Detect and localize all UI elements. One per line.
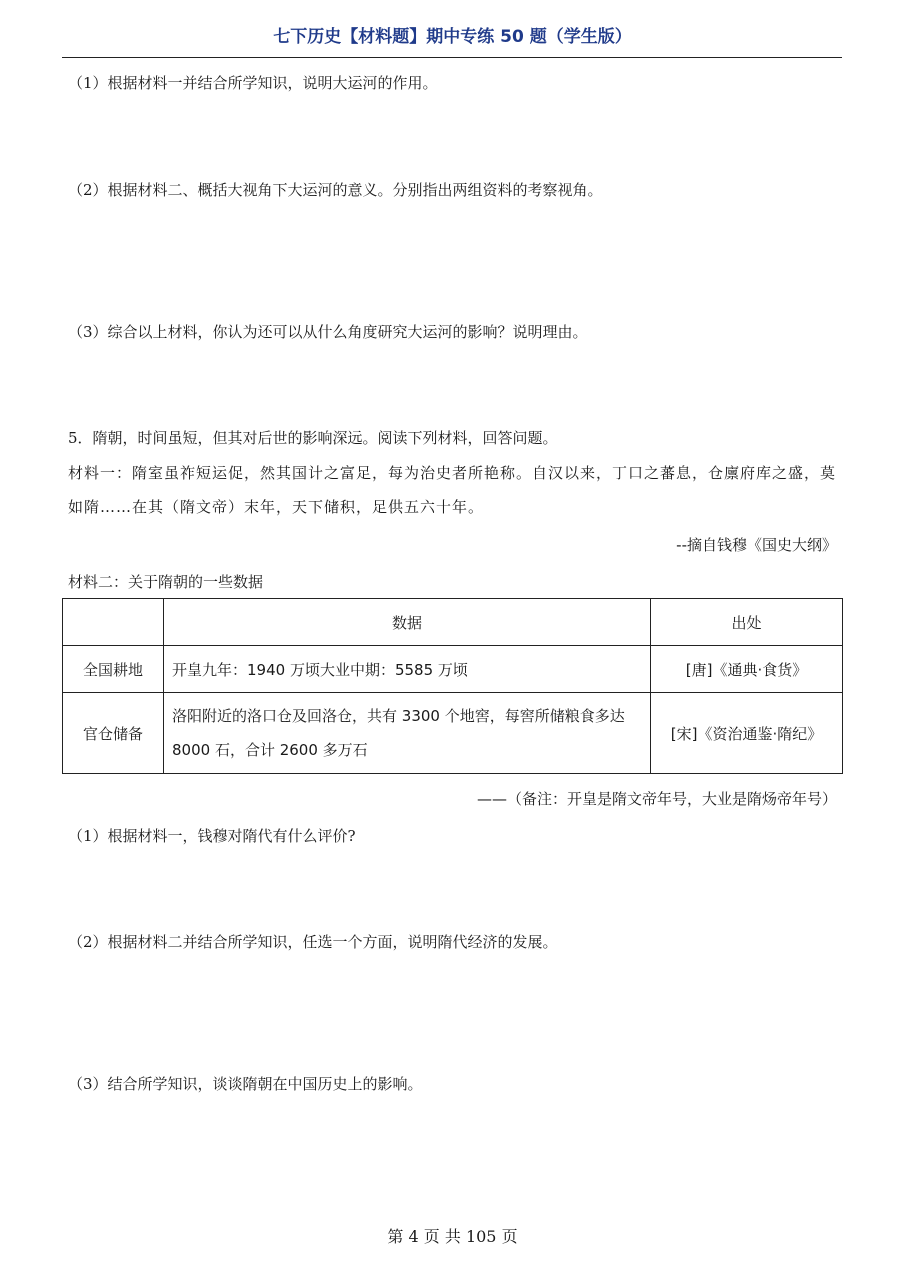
page-number-footer: 第 4 页 共 105 页	[387, 1227, 518, 1246]
table-header-cell	[63, 599, 164, 646]
table-cell-source: [宋]《资治通鉴·隋纪》	[651, 693, 843, 774]
q5-question-1: （1）根据材料一，钱穆对隋代有什么评价?	[68, 827, 356, 845]
table-cell-category: 全国耕地	[63, 646, 164, 693]
table-header-cell: 出处	[651, 599, 843, 646]
prev-question-3: （3）综合以上材料，你认为还可以从什么角度研究大运河的影响？说明理由。	[68, 323, 588, 341]
material-one-text: 材料一：隋室虽祚短运促，然其国计之富足，每为治史者所艳称。自汉以来，丁口之蕃息，仓廪府库之盛，莫如隋……在其（隋文帝）末年，天下储积，足供五六十年。	[68, 464, 837, 516]
question-5-stem: 5．隋朝，时间虽短，但其对后世的影响深远。阅读下列材料，回答问题。	[68, 429, 558, 447]
table-row	[63, 693, 843, 774]
prev-question-2: （2）根据材料二、概括大视角下大运河的意义。分别指出两组资料的考察视角。	[68, 181, 603, 199]
page-header-title: 七下历史【材料题】期中专练 50 题（学生版）	[273, 27, 632, 47]
table-note: ——（备注：开皇是隋文帝年号，大业是隋炀帝年号）	[476, 790, 837, 808]
table-header-row	[63, 599, 843, 646]
sui-data-table	[62, 598, 843, 774]
table-cell-data: 洛阳附近的洛口仓及回洛仓，共有 3300 个地窖，每窖所储粮食多达 8000 石，合计 2600 多万石	[164, 693, 651, 774]
table-cell-category: 官仓储备	[63, 693, 164, 774]
table-cell-source: [唐]《通典·食货》	[651, 646, 843, 693]
q5-question-3: （3）结合所学知识，谈谈隋朝在中国历史上的影响。	[68, 1075, 423, 1093]
table-header-cell: 数据	[164, 599, 651, 646]
prev-question-1: （1）根据材料一并结合所学知识，说明大运河的作用。	[68, 74, 438, 92]
q5-question-2: （2）根据材料二并结合所学知识，任选一个方面，说明隋代经济的发展。	[68, 933, 558, 951]
table-cell-data: 开皇九年：1940 万顷大业中期：5585 万顷	[164, 646, 651, 693]
material-two-title: 材料二：关于隋朝的一些数据	[68, 573, 264, 591]
header-divider	[62, 57, 842, 58]
table-row	[63, 646, 843, 693]
material-one-source: --摘自钱穆《国史大纲》	[676, 536, 837, 554]
